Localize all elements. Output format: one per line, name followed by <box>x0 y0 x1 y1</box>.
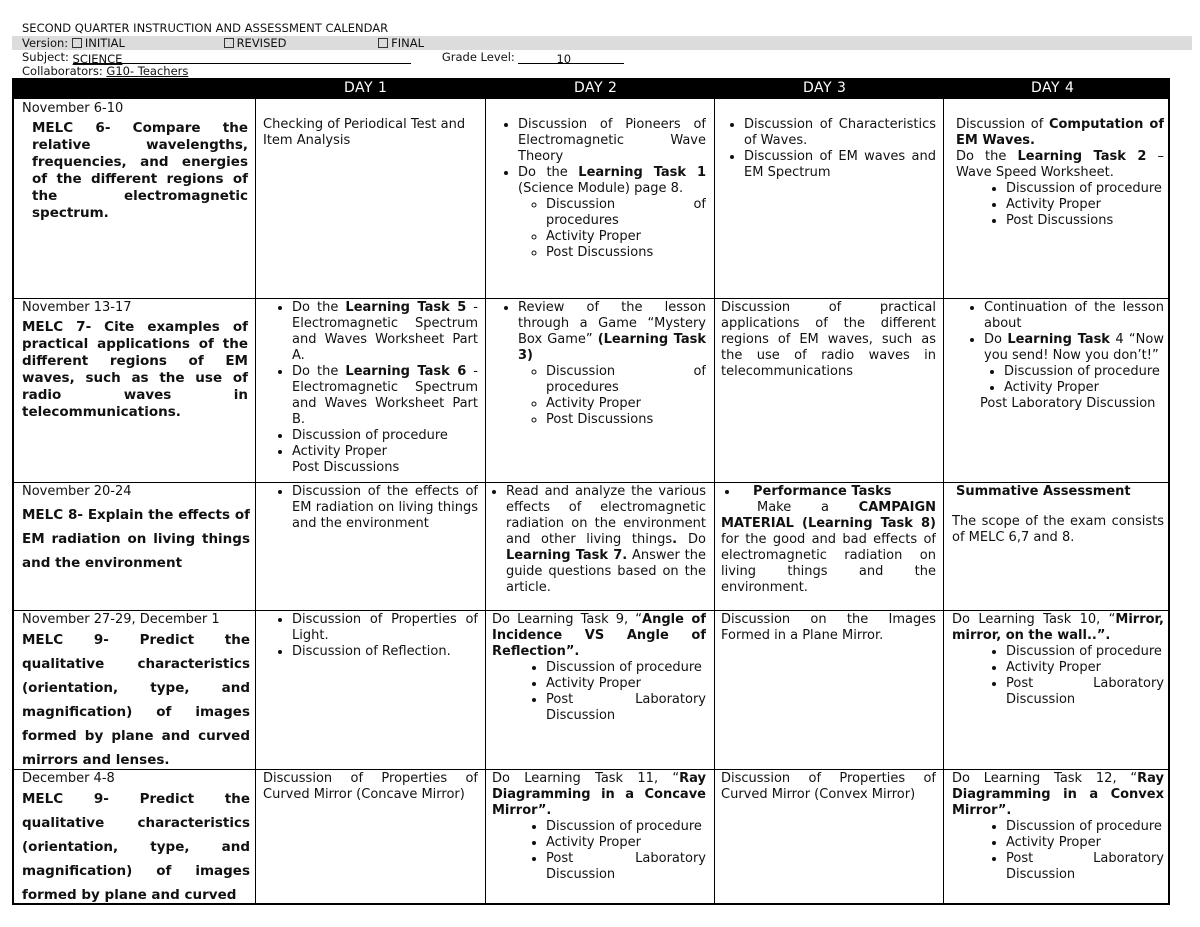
list-item: ◦ Activity Proper <box>546 396 706 412</box>
list-item: • Activity Proper <box>546 835 706 851</box>
row-5-day-4 <box>952 771 1164 883</box>
row-3-date: November 20-24 <box>22 484 132 499</box>
header-day-1: DAY 1 <box>344 80 388 96</box>
row-5-melc-cell <box>22 771 250 903</box>
list-item: • Discussion of the effects of EM radiation on living things and the environment <box>292 484 478 532</box>
grade-label: Grade Level: <box>441 50 515 64</box>
row-1-day-2 <box>492 117 706 261</box>
list-item: • Discussion of Characteristics of Waves. <box>744 117 936 149</box>
list-item: ◦ Discussion of procedures <box>546 197 706 229</box>
list-item: • Activity Proper <box>1006 660 1164 676</box>
list-item: • Do Learning Task 4 “Now you send! Now you don’t!” <box>984 332 1164 364</box>
version-line <box>12 36 1192 50</box>
row-3-day-4-title: Summative Assessment <box>956 484 1131 499</box>
row-5-day-2 <box>492 771 706 883</box>
row-5-day-3: Discussion of Properties of Curved Mirror (Convex Mirror) <box>721 771 936 802</box>
row-5-melc: MELC 9- Predict the qualitative characteristics (orientation, type, and magnification) of images formed by plane and curved <box>22 791 250 903</box>
list-item: • Discussion of Pioneers of Electromagnetic Wave Theory <box>518 117 706 165</box>
list-item: • Activity Proper <box>1006 197 1164 213</box>
list-item: • Post Laboratory Discussion <box>1006 676 1164 708</box>
row-4-day-4 <box>952 612 1164 708</box>
checkbox-final[interactable] <box>378 38 388 48</box>
subject-value: SCIENCE <box>72 52 123 66</box>
row-3-day-3-body: Make a CAMPAIGN MATERIAL (Learning Task 8) for the good and bad effects of electromagnetic radiation on living things and the environment. <box>721 500 936 595</box>
list-item: • Discussion of procedure <box>546 660 706 676</box>
list-item: • Discussion of EM waves and EM Spectrum <box>744 149 936 181</box>
row-3-day-4 <box>952 484 1164 546</box>
list-item: • Post Laboratory Discussion <box>546 851 706 883</box>
row-1-melc: MELC 6- Compare the relative wavelengths, frequencies, and energies of the different regions of the electromagnetic spectrum. <box>32 120 248 221</box>
list-item: • Discussion of Properties of Light. <box>292 612 478 644</box>
subject-label: Subject: <box>22 50 69 64</box>
list-item: • Continuation of the lesson about <box>984 300 1164 332</box>
list-item: • Performance Tasks <box>739 484 936 500</box>
list-item: • Do the Learning Task 5 - Electromagnetic Spectrum and Waves Worksheet Part A. <box>292 300 478 364</box>
row-2-day-1 <box>260 300 478 476</box>
checkbox-initial[interactable] <box>72 38 82 48</box>
row-2-melc: MELC 7- Cite examples of practical applications of the different regions of EM waves, such as the use of radio waves in telecommunications. <box>22 319 248 420</box>
row-2-day-2 <box>492 300 706 428</box>
row-4-melc: MELC 9- Predict the qualitative characteristics (orientation, type, and magnification) of images formed by plane and curved mirrors and lenses. <box>22 632 250 767</box>
list-item: • Do the Learning Task 2 – Wave Speed Worksheet. <box>956 149 1164 181</box>
list-item: ◦ Activity Proper <box>546 229 706 245</box>
row-5-date: December 4-8 <box>22 771 115 786</box>
list-item: • Discussion of procedure <box>1004 364 1164 380</box>
header-day-2: DAY 2 <box>574 80 618 96</box>
row-1-date: November 6-10 <box>22 101 124 116</box>
collaborators-label: Collaborators: <box>22 64 103 78</box>
checkbox-revised[interactable] <box>224 38 234 48</box>
list-item: • Discussion of Reflection. <box>292 644 478 660</box>
row-2-day-4-tail: Post Laboratory Discussion <box>980 396 1156 411</box>
row-3-melc: MELC 8- Explain the effects of EM radiation on living things and the environment <box>22 507 250 571</box>
row-2-date: November 13-17 <box>22 300 132 315</box>
row-2-melc-cell <box>22 300 250 480</box>
list-item: • Read and analyze the various effects of electromagnetic radiation on the environment and other living things. Do Learning Task 7. Answer the guide questions based on the article. <box>506 484 706 596</box>
header-day-4: DAY 4 <box>1031 80 1075 96</box>
row-3-day-4-body: The scope of the exam consists of MELC 6,7 and 8. <box>952 514 1164 545</box>
list-item: ◦ Post Discussions <box>546 245 706 261</box>
list-item: • Activity Proper <box>292 444 478 460</box>
row-2-day-1-tail: Post Discussions <box>292 460 400 475</box>
calendar-table <box>12 97 1170 905</box>
row-3-day-1 <box>260 484 478 532</box>
row-2-day-3: Discussion of practical applications of the different regions of EM waves, such as the use of radio waves in telecommunications <box>721 300 936 379</box>
list-item: • Activity Proper <box>1004 380 1164 396</box>
list-item: ◦ Post Discussions <box>546 412 706 428</box>
list-item: • Discussion of Computation of EM Waves. <box>956 117 1164 149</box>
row-3-day-2 <box>492 484 706 596</box>
row-3-day-3 <box>721 484 936 596</box>
row-1-day-1: Checking of Periodical Test and Item Analysis <box>263 117 466 148</box>
subject-line <box>22 50 624 64</box>
row-2-day-4 <box>952 300 1164 412</box>
list-item: • Discussion of procedure <box>546 819 706 835</box>
row-5-day-4-intro: Do Learning Task 12, “Ray Diagramming in a Convex Mirror”. <box>952 771 1164 818</box>
list-item: • Post Laboratory Discussion <box>1006 851 1164 883</box>
row-4-day-3: Discussion on the Images Formed in a Plane Mirror. <box>721 612 936 643</box>
version-revised: REVISED <box>236 36 287 50</box>
list-item: • Discussion of procedure <box>1006 181 1164 197</box>
list-item: • Do the Learning Task 6 - Electromagnetic Spectrum and Waves Worksheet Part B. <box>292 364 478 428</box>
row-3-melc-cell <box>22 484 250 608</box>
collaborators-line <box>22 64 188 78</box>
list-item: • Do the Learning Task 1 (Science Module) page 8. ◦ Discussion of procedures ◦ Activity Proper ◦ Post Discussions <box>518 165 706 261</box>
row-1-day-4 <box>946 117 1164 229</box>
row-4-date: November 27-29, December 1 <box>22 612 220 627</box>
row-5-day-2-intro: Do Learning Task 11, “Ray Diagramming in a Concave Mirror”. <box>492 771 706 818</box>
row-4-day-4-intro: Do Learning Task 10, “Mirror, mirror, on the wall..”. <box>952 612 1164 643</box>
version-label: Version: <box>22 36 69 50</box>
version-initial: INITIAL <box>84 36 125 50</box>
list-item: • Post Discussions <box>1006 213 1164 229</box>
list-item: • Review of the lesson through a Game “Mystery Box Game” (Learning Task 3) ◦ Discussion of procedures ◦ Activity Proper ◦ Post Discussions <box>518 300 706 428</box>
list-item: • Discussion of procedure <box>1006 644 1164 660</box>
list-item: ◦ Discussion of procedures <box>546 364 706 396</box>
list-item: • Activity Proper <box>1006 835 1164 851</box>
row-4-day-1 <box>260 612 478 660</box>
list-item: • Discussion of procedure <box>292 428 478 444</box>
grade-value: 10 <box>518 52 624 64</box>
collaborators-value: G10- Teachers <box>106 64 189 78</box>
list-item: • Post Laboratory Discussion <box>546 692 706 724</box>
row-4-day-2 <box>492 612 706 724</box>
header-day-3: DAY 3 <box>803 80 847 96</box>
row-4-day-2-intro: Do Learning Task 9, “Angle of Incidence VS Angle of Reflection”. <box>492 612 706 659</box>
row-5-day-1: Discussion of Properties of Curved Mirror (Concave Mirror) <box>263 771 478 802</box>
row-1-melc-cell <box>22 101 250 296</box>
day-header-bar <box>12 78 1170 98</box>
version-final: FINAL <box>391 36 425 50</box>
list-item: • Discussion of procedure <box>1006 819 1164 835</box>
row-4-melc-cell <box>22 612 250 767</box>
row-1-day-3 <box>718 117 936 181</box>
list-item: • Activity Proper <box>546 676 706 692</box>
document-title: SECOND QUARTER INSTRUCTION AND ASSESSMENT CALENDAR <box>22 21 389 35</box>
